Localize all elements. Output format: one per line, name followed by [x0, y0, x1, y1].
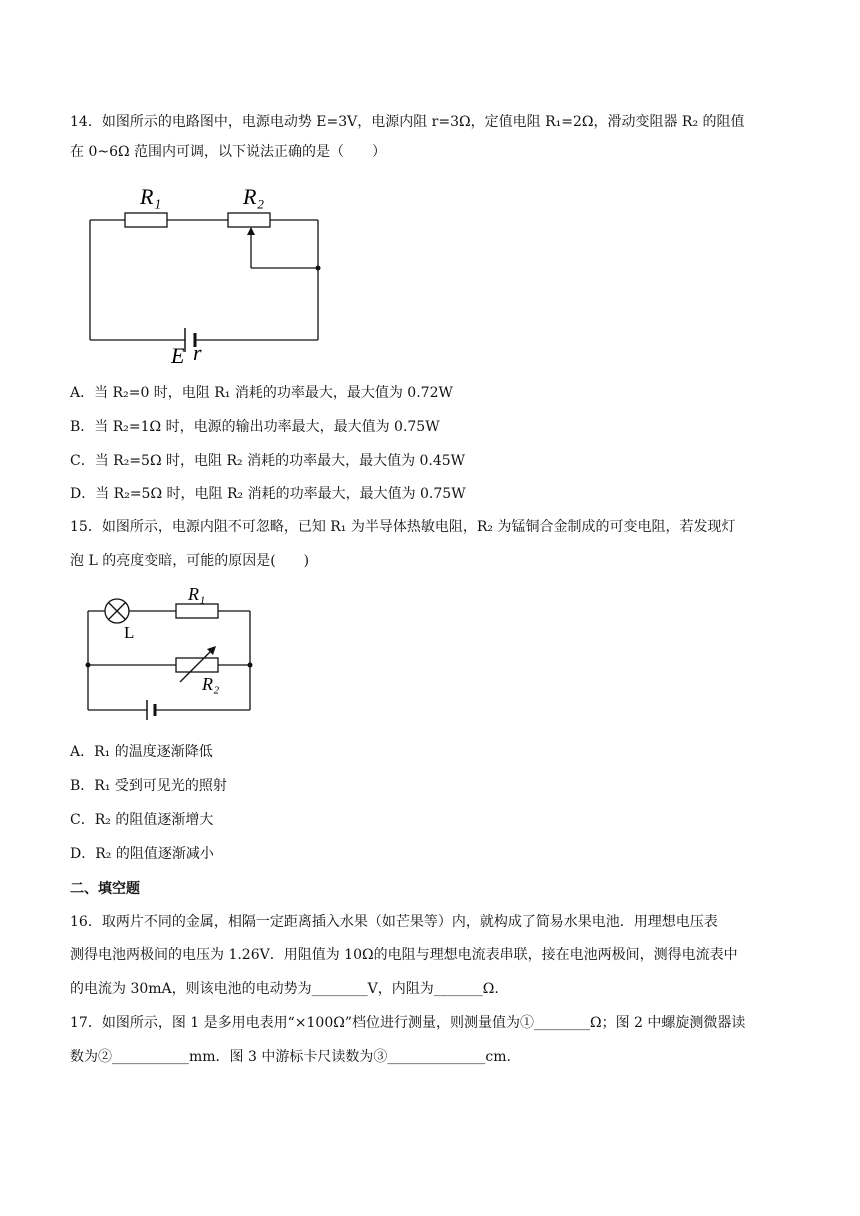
q15-junction-left — [86, 663, 91, 668]
q16-line1: 16．取两片不同的金属，相隔一定距离插入水果（如芒果等）内，就构成了简易水果电池．用理想电压表 — [70, 914, 718, 930]
q15-junction-right — [248, 663, 253, 668]
q14-slider-arrow — [247, 227, 255, 235]
q14-label-r2: R₂ — [243, 184, 265, 209]
q15-option-d: D．R₂ 的阻值逐渐减小 — [70, 846, 214, 862]
q17-line2: 数为②___________mm．图 3 中游标卡尺读数为③______________cm. — [70, 1049, 511, 1065]
q15-stem-line1: 15．如图所示，电源内阻不可忽略，已知 R₁ 为半导体热敏电阻，R₂ 为锰铜合金制成的可变电阻，若发现灯 — [70, 519, 736, 535]
q15-label-lamp: L — [124, 623, 135, 642]
q16-line3: 的电流为 30mA，则该电池的电动势为________V，内阻为_______Ω. — [70, 981, 499, 997]
q14-label-r1: R₁ — [140, 184, 162, 209]
q14-circuit-diagram — [80, 180, 340, 370]
q14-stem-line2: 在 0~6Ω 范围内可调，以下说法正确的是（ ） — [70, 144, 387, 160]
q16-line2: 测得电池两极间的电压为 1.26V．用阻值为 10Ω的电阻与理想电流表串联，接在电池两极间，测得电流表中 — [70, 947, 738, 963]
q17-line1: 17．如图所示，图 1 是多用电表用“×100Ω”档位进行测量，则测量值为①________Ω；图 2 中螺旋测微器读 — [70, 1015, 746, 1031]
q14-r2-rheostat — [228, 213, 270, 227]
q15-option-c: C．R₂ 的阻值逐渐增大 — [70, 812, 214, 828]
q15-r1-thermistor — [176, 604, 218, 618]
q15-label-r1: R₁ — [188, 584, 206, 604]
q15-option-a: A．R₁ 的温度逐渐降低 — [70, 744, 213, 760]
q14-label-r: r — [193, 340, 202, 365]
q14-junction-dot — [316, 266, 321, 271]
q14-option-a: A．当 R₂=0 时，电阻 R₁ 消耗的功率最大，最大值为 0.72W — [70, 385, 453, 401]
q14-option-b: B．当 R₂=1Ω 时，电源的输出功率最大，最大值为 0.75W — [70, 419, 440, 435]
q14-option-c: C．当 R₂=5Ω 时，电阻 R₂ 消耗的功率最大，最大值为 0.45W — [70, 453, 466, 469]
q14-r1-resistor — [125, 213, 167, 227]
q15-option-b: B．R₁ 受到可见光的照射 — [70, 778, 227, 794]
q14-option-d: D．当 R₂=5Ω 时，电阻 R₂ 消耗的功率最大，最大值为 0.75W — [70, 486, 466, 502]
q15-label-r2: R₂ — [202, 674, 220, 694]
q15-stem-line2: 泡 L 的亮度变暗，可能的原因是( ) — [70, 553, 310, 569]
q14-stem-line1: 14．如图所示的电路图中，电源电动势 E=3V，电源内阻 r=3Ω，定值电阻 R₁=2Ω，滑动变阻器 R₂ 的阻值 — [70, 114, 745, 130]
q14-label-e: E — [171, 343, 185, 368]
q15-circuit-diagram — [80, 582, 270, 722]
section-heading-fill-in: 二、填空题 — [70, 881, 140, 897]
